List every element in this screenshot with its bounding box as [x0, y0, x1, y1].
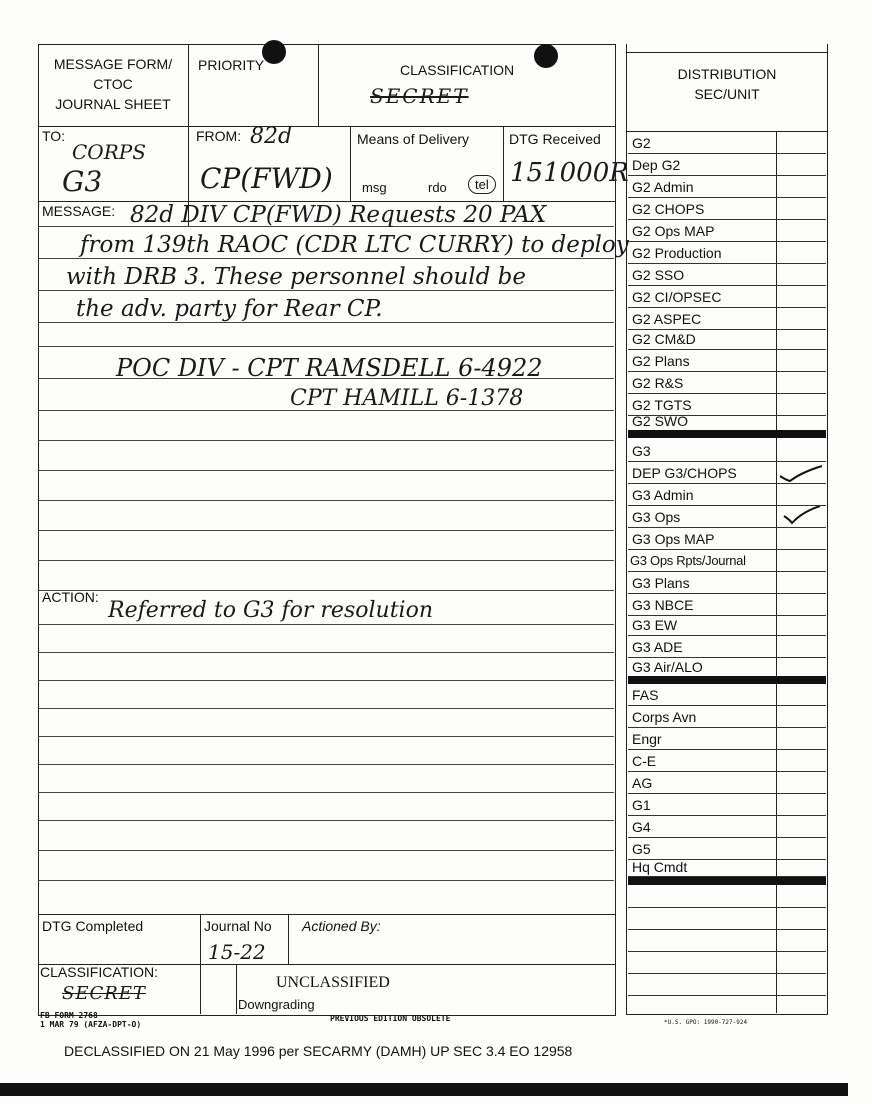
dist-row-blank — [628, 908, 826, 930]
message-line-2: from 139th RAOC (CDR LTC CURRY) to deploy — [80, 232, 629, 258]
dist-row-dep-g3-chops — [628, 462, 826, 484]
form-title-line-3: JOURNAL SHEET — [55, 96, 171, 112]
dist-label: G2 SSO — [632, 267, 685, 283]
dist-row-g2-ops-map — [628, 220, 826, 242]
dist-row-g2-chops — [628, 198, 826, 220]
means-of-delivery-label: Means of Delivery — [357, 131, 470, 147]
to-value-2: G3 — [62, 165, 103, 198]
dist-label: G1 — [632, 797, 651, 813]
dist-label: G2 SWO — [632, 413, 689, 429]
dist-row-g2-admin — [628, 176, 826, 198]
dist-row-c-e — [628, 750, 826, 772]
dist-label: G4 — [632, 819, 651, 835]
dist-label: G2 Plans — [632, 353, 690, 369]
message-label: MESSAGE: — [42, 203, 116, 219]
from-label: FROM: — [196, 128, 242, 144]
from-value-1: 82d — [250, 124, 293, 149]
dist-row-g2-cmd — [628, 328, 826, 350]
action-label: ACTION: — [42, 589, 99, 605]
bottom-edge-bar — [0, 1083, 848, 1096]
dist-label: AG — [632, 775, 653, 791]
journal-no-value: 15-22 — [208, 940, 266, 964]
unclassified-stamp: UNCLASSIFIED — [276, 974, 390, 991]
dtg-received-label: DTG Received — [509, 131, 601, 147]
journal-no-label: Journal No — [204, 918, 272, 934]
dist-row-g3 — [628, 440, 826, 462]
dist-row-g3-air-alo — [628, 658, 826, 677]
dist-label: G3 Plans — [632, 575, 690, 591]
bottom-classification-label: CLASSIFICATION: — [40, 964, 158, 980]
checkmark-icon — [778, 462, 826, 483]
dist-label: G2 Admin — [632, 179, 694, 195]
dist-label: G3 NBCE — [632, 597, 694, 613]
dist-label: G2 Production — [632, 245, 722, 261]
dist-row-fas — [628, 684, 826, 706]
distribution-header-line-1: DISTRIBUTION — [677, 66, 777, 82]
dist-row-g3-admin — [628, 484, 826, 506]
message-line-4: the adv. party for Rear CP. — [76, 296, 383, 322]
dist-label: C-E — [632, 753, 657, 769]
dist-row-g2-sso — [628, 264, 826, 286]
to-value-1: CORPS — [72, 140, 146, 164]
dist-row-g3-ade — [628, 636, 826, 658]
dist-row-g3-ew — [628, 614, 826, 636]
dist-label: G2 — [632, 135, 651, 151]
dist-row-g2-aspec — [628, 308, 826, 330]
dist-label: G2 ASPEC — [632, 311, 702, 327]
form-number — [40, 1011, 141, 1029]
previous-edition-note: PREVIOUS EDITION OBSOLETE — [330, 1014, 451, 1023]
dist-row-blank — [628, 952, 826, 974]
dist-label: G3 — [632, 443, 651, 459]
dist-label: G3 ADE — [632, 639, 683, 655]
hole-punch-2 — [534, 44, 558, 68]
dist-label: G3 Ops — [632, 509, 681, 525]
dtg-completed-label: DTG Completed — [42, 918, 144, 934]
poc-line-2: CPT HAMILL 6-1378 — [290, 386, 524, 411]
distribution-header — [628, 64, 826, 104]
dist-row-blank — [628, 930, 826, 952]
dist-label: G5 — [632, 841, 651, 857]
dist-label: G2 CHOPS — [632, 201, 705, 217]
dist-row-g2-swo — [628, 412, 826, 431]
dist-row-g3-plans — [628, 572, 826, 594]
from-value-2: CP(FWD) — [200, 162, 333, 195]
poc-line-1: POC DIV - CPT RAMSDELL 6-4922 — [116, 354, 543, 382]
message-line-3: with DRB 3. These personnel should be — [66, 264, 527, 290]
dist-label: FAS — [632, 687, 659, 703]
dist-row-g3-nbce — [628, 594, 826, 616]
dist-row-ag — [628, 772, 826, 794]
dist-row-blank — [628, 974, 826, 996]
dist-row-g3-ops-map — [628, 528, 826, 550]
dist-row-g3-ops — [628, 506, 826, 528]
dist-row-g3-ops-rpts — [628, 550, 826, 572]
priority-label: PRIORITY — [198, 57, 265, 73]
dist-row-hq-cmdt — [628, 858, 826, 877]
declassified-note: DECLASSIFIED ON 21 May 1996 per SECARMY (DAMH) UP SEC 3.4 EO 12958 — [64, 1043, 573, 1059]
dist-row-g1 — [628, 794, 826, 816]
hole-punch-1 — [262, 40, 286, 64]
dist-row-g4 — [628, 816, 826, 838]
dist-row-corps-avn — [628, 706, 826, 728]
dist-label: G3 Ops Rpts/Journal — [630, 553, 746, 568]
means-tel-circled: tel — [468, 175, 496, 194]
dtg-received-value: 151000R — [510, 158, 629, 188]
dist-row-g2-plans — [628, 350, 826, 372]
message-line-1: 82d DIV CP(FWD) Requests 20 PAX — [130, 202, 547, 228]
form-number-line-1: FB FORM 2768 — [40, 1011, 98, 1020]
dist-label: G3 Ops MAP — [632, 531, 715, 547]
classification-value: SECRET — [370, 84, 469, 108]
dist-label: G2 Ops MAP — [632, 223, 715, 239]
dist-label: DEP G3/CHOPS — [632, 465, 737, 481]
dist-row-g2 — [628, 132, 826, 154]
bottom-classification-value: SECRET — [62, 983, 146, 1004]
dist-row-blank — [628, 886, 826, 908]
means-msg: msg — [362, 180, 387, 195]
distribution-header-line-2: SEC/UNIT — [694, 86, 760, 102]
dist-label: G3 Admin — [632, 487, 694, 503]
dist-label: G2 TGTS — [632, 397, 692, 413]
actioned-by-label: Actioned By: — [302, 918, 381, 934]
dist-row-g2-ci-opsec — [628, 286, 826, 308]
dist-label: G2 CM&D — [632, 331, 696, 347]
means-rdo: rdo — [428, 180, 447, 195]
dist-row-g5 — [628, 838, 826, 860]
dist-label: G2 R&S — [632, 375, 684, 391]
dist-label: Hq Cmdt — [632, 859, 688, 875]
gpo-note: *U.S. GPO: 1990-727-924 — [664, 1019, 748, 1026]
form-title-line-1: MESSAGE FORM/ — [53, 56, 173, 72]
dist-label: G3 EW — [632, 617, 678, 633]
checkmark-icon — [778, 506, 826, 527]
to-label: TO: — [42, 128, 66, 144]
action-value: Referred to G3 for resolution — [108, 598, 433, 623]
dist-row-dep-g2 — [628, 154, 826, 176]
dist-label: G3 Air/ALO — [632, 659, 703, 675]
dist-label: Dep G2 — [632, 157, 681, 173]
classification-label: CLASSIFICATION — [400, 62, 515, 78]
dist-label: Engr — [632, 731, 662, 747]
dist-row-engr — [628, 728, 826, 750]
downgrading-label: Downgrading — [238, 997, 315, 1012]
dist-label: G2 CI/OPSEC — [632, 289, 722, 305]
form-title-line-2: CTOC — [93, 76, 133, 92]
form-title — [40, 54, 186, 114]
dist-row-g2-rs — [628, 372, 826, 394]
form-number-line-2: 1 MAR 79 (AFZA-DPT-O) — [40, 1020, 142, 1029]
dist-row-g2-production — [628, 242, 826, 264]
dist-label: Corps Avn — [632, 709, 697, 725]
